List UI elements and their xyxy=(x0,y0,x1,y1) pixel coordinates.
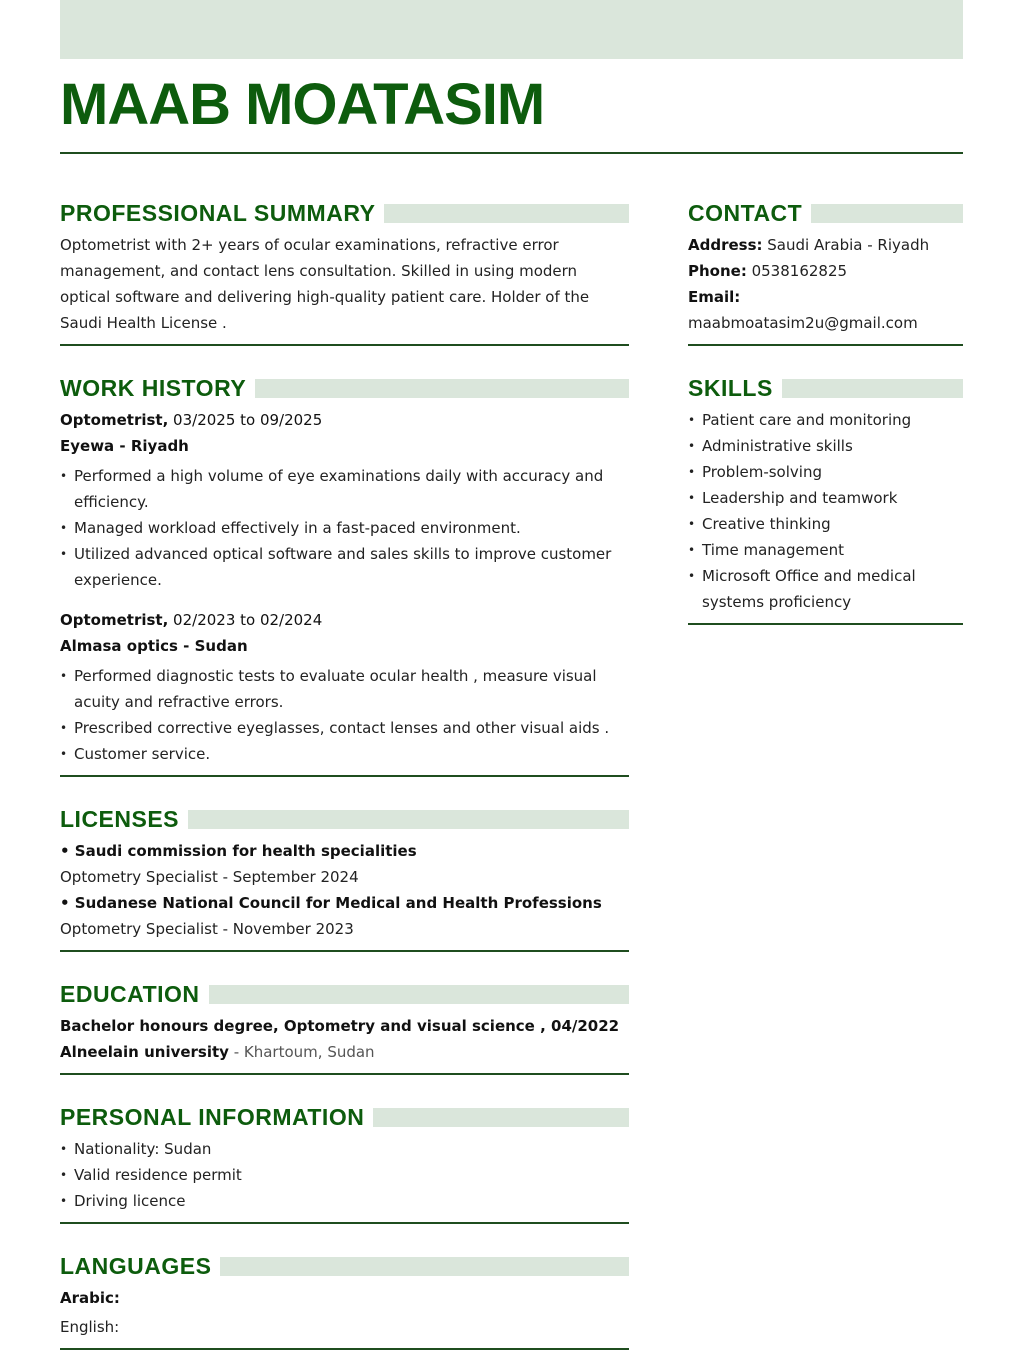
summary-text: Optometrist with 2+ years of ocular examinations, refractive error management, and contact lens consultation. Skilled in using modern optical software and delivering high-quality patient care. Holder of the Saudi Health License . xyxy=(60,236,590,332)
heading-bar xyxy=(384,204,629,223)
skill-item: • Time management xyxy=(688,537,963,563)
heading-bar xyxy=(220,1257,629,1276)
licenses-section xyxy=(60,806,629,952)
heading-bar xyxy=(782,379,963,398)
job-dates: 03/2025 to 09/2025 xyxy=(168,411,323,429)
left-column xyxy=(60,200,629,1360)
job-title: Optometrist, xyxy=(60,611,169,629)
section-heading: LANGUAGES xyxy=(60,1252,212,1279)
education-school: Alneelain university xyxy=(60,1043,229,1061)
license-detail: Optometry Specialist - September 2024 xyxy=(60,868,359,886)
phone-value: 0538162825 xyxy=(746,262,848,280)
heading-bar xyxy=(209,985,629,1004)
license-org: • Saudi commission for health specialities xyxy=(60,842,417,860)
header-band xyxy=(60,0,963,59)
personal-item: • Valid residence permit xyxy=(60,1162,629,1188)
section-heading: PROFESSIONAL SUMMARY xyxy=(60,199,376,226)
skill-item: • Patient care and monitoring xyxy=(688,407,963,433)
email-label: Email: xyxy=(688,288,741,306)
personal-section xyxy=(60,1104,629,1224)
heading-bar xyxy=(255,379,629,398)
right-column xyxy=(688,200,963,654)
job-bullet: • Utilized advanced optical software and sales skills to improve customer experience. xyxy=(60,541,629,593)
skill-item: • Creative thinking xyxy=(688,511,963,537)
license-detail: Optometry Specialist - November 2023 xyxy=(60,920,354,938)
job-bullet: • Performed a high volume of eye examinations daily with accuracy and efficiency. xyxy=(60,463,629,515)
phone-label: Phone: xyxy=(688,262,747,280)
languages-section xyxy=(60,1253,629,1350)
address-value: Saudi Arabia - Riyadh xyxy=(762,236,930,254)
candidate-name: MAAB MOATASIM xyxy=(60,72,545,137)
job-entry xyxy=(60,607,629,767)
personal-item: • Nationality: Sudan xyxy=(60,1136,629,1162)
summary-section xyxy=(60,200,629,346)
license-org: • Sudanese National Council for Medical and Health Professions xyxy=(60,894,602,912)
job-title: Optometrist, xyxy=(60,411,169,429)
section-heading: WORK HISTORY xyxy=(60,374,247,401)
section-heading: SKILLS xyxy=(688,374,773,401)
education-location: - Khartoum, Sudan xyxy=(228,1043,375,1061)
section-heading: LICENSES xyxy=(60,805,180,832)
job-company: Almasa optics - Sudan xyxy=(60,637,248,655)
education-degree: Bachelor honours degree, Optometry and visual science , 04/2022 xyxy=(60,1017,620,1035)
heading-bar xyxy=(188,810,629,829)
education-section xyxy=(60,981,629,1075)
skill-item: • Microsoft Office and medical systems proficiency xyxy=(688,563,963,615)
section-heading: PERSONAL INFORMATION xyxy=(60,1103,365,1130)
section-heading: EDUCATION xyxy=(60,980,200,1007)
heading-bar xyxy=(811,204,963,223)
job-bullet: • Performed diagnostic tests to evaluate ocular health , measure visual acuity and refractive errors. xyxy=(60,663,629,715)
personal-item: • Driving licence xyxy=(60,1188,629,1214)
heading-bar xyxy=(373,1108,629,1127)
job-bullet: • Prescribed corrective eyeglasses, contact lenses and other visual aids . xyxy=(60,715,629,741)
work-section xyxy=(60,375,629,777)
job-dates: 02/2023 to 02/2024 xyxy=(168,611,323,629)
skill-item: • Leadership and teamwork xyxy=(688,485,963,511)
job-entry xyxy=(60,407,629,593)
language-item: English: xyxy=(60,1318,120,1336)
skills-section xyxy=(688,375,963,625)
contact-section xyxy=(688,200,963,346)
section-heading: CONTACT xyxy=(688,199,803,226)
job-bullet: • Customer service. xyxy=(60,741,629,767)
address-label: Address: xyxy=(688,236,763,254)
email-value[interactable]: maabmoatasim2u@gmail.com xyxy=(688,314,918,332)
job-company: Eyewa - Riyadh xyxy=(60,437,189,455)
skill-item: • Problem-solving xyxy=(688,459,963,485)
skill-item: • Administrative skills xyxy=(688,433,963,459)
job-bullet: • Managed workload effectively in a fast-paced environment. xyxy=(60,515,629,541)
language-item: Arabic: xyxy=(60,1289,120,1307)
header-divider xyxy=(60,152,963,154)
